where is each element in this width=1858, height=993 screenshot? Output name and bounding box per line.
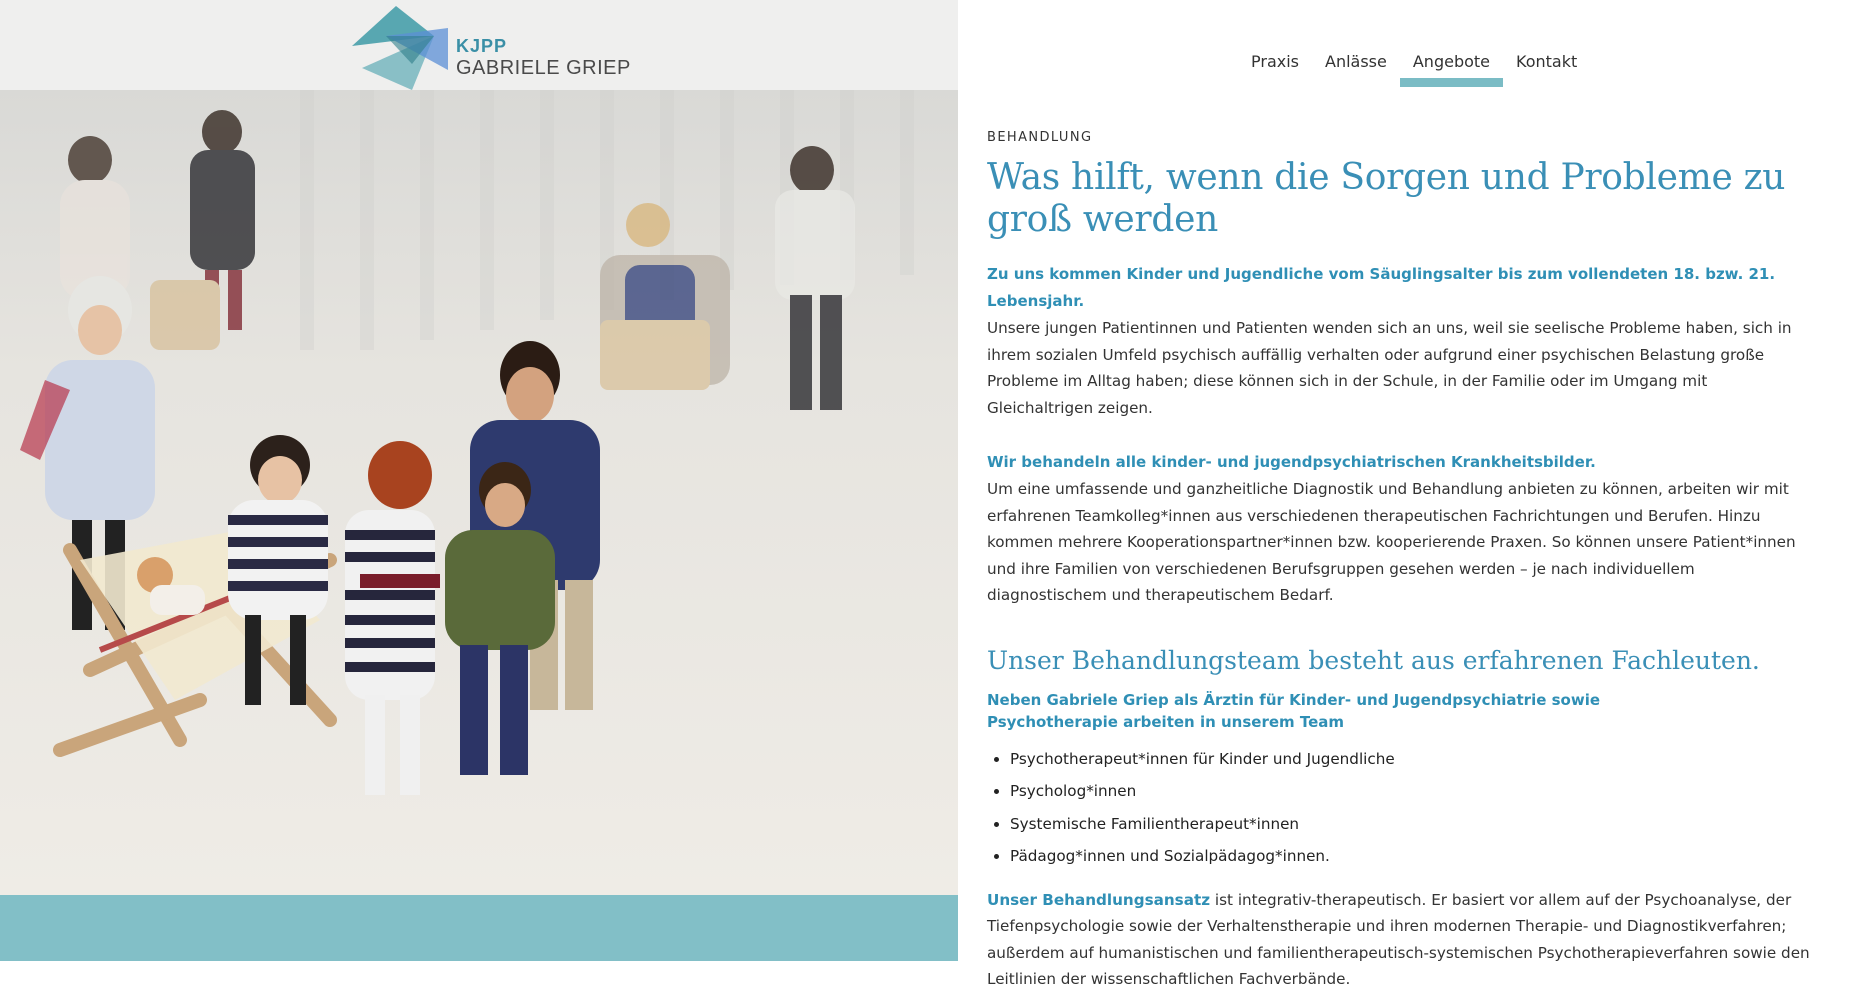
approach-paragraph <box>987 887 1817 993</box>
nav-anlaesse[interactable]: Anlässe <box>1325 52 1387 71</box>
page-title: Was hilft, wenn die Sorgen und Probleme zu groß werden <box>987 157 1786 240</box>
logo-bar <box>0 0 958 90</box>
list-item: • Psycholog*innen <box>1010 775 1817 808</box>
nav-angebote[interactable]: Angebote <box>1400 52 1503 71</box>
hero-photo <box>0 90 958 895</box>
section2-text: Um eine umfassende und ganzheitliche Diagnostik und Behandlung anbieten zu können, arbeiten wir mit erfahrenen Teamkolleg*innen aus verschiedenen therapeutischen Fachrichtungen und Berufen. Hinzu kommen mehrere Kooperationspartner*innen bzw. kooperierende Praxen. So können unsere Patient*innen und ihre Familien von verschiedenen Berufsgruppen gesehen werden – je nach individuellem diagnostischem und therapeutischem Bedarf. <box>987 480 1796 604</box>
nav-kontakt[interactable]: Kontakt <box>1516 52 1578 71</box>
left-panel <box>0 0 958 961</box>
section2-lead: Wir behandeln alle kinder- und jugendpsychiatrischen Krankheitsbilder. <box>987 453 1596 471</box>
approach-lead: Unser Behandlungsansatz <box>987 890 1211 909</box>
team-heading: Unser Behandlungsteam besteht aus erfahrenen Fachleuten. <box>987 645 1760 675</box>
main-content <box>987 130 1817 993</box>
main-nav <box>1238 52 1590 71</box>
footer-band <box>0 895 958 961</box>
right-panel <box>958 0 1858 988</box>
approach-text: ist integrativ-therapeutisch. Er basiert vor allem auf der Psychoanalyse, der Tiefenpsychologie sowie der Verhaltenstherapie und ihren modernen Therapie- und Diagnostikverfahren; außerdem auf humanistischen und familientherapeutisch-systemischen Psychotherapieverfahren sowie den Leitlinien der wissenschaftlichen Fachverbände. <box>987 890 1810 988</box>
logo-text <box>456 36 631 80</box>
list-item: • Psychotherapeut*innen für Kinder und Jugendliche <box>1010 743 1817 776</box>
list-item: • Pädagog*innen und Sozialpädagog*innen. <box>1010 840 1817 873</box>
section1-text: Unsere jungen Patientinnen und Patienten wenden sich an uns, weil sie seelische Probleme haben, sich in ihrem sozialen Umfeld psychisch auffällig verhalten oder aufgrund einer psychischen Belastung große Probleme im Alltag haben; diese können sich in der Schule, in der Familie oder im Umgang mit Gleichaltrigen zeigen. <box>987 319 1792 417</box>
nav-praxis[interactable]: Praxis <box>1251 52 1299 71</box>
site-logo[interactable] <box>352 6 632 90</box>
logo-triangles-icon <box>352 6 452 90</box>
team-lead: Neben Gabriele Griep als Ärztin für Kinder- und Jugendpsychiatrie sowie Psychotherapie arbeiten in unserem Team <box>987 690 1601 731</box>
section-kicker: BEHANDLUNG <box>987 130 1093 145</box>
team-list <box>987 743 1817 873</box>
logo-name: GABRIELE GRIEP <box>456 57 631 79</box>
list-item: • Systemische Familientherapeut*innen <box>1010 808 1817 841</box>
logo-kjpp: KJPP <box>456 36 508 56</box>
section1-lead: Zu uns kommen Kinder und Jugendliche vom Säuglingsalter bis zum vollendeten 18. bzw. 21. Lebensjahr. <box>987 265 1776 310</box>
